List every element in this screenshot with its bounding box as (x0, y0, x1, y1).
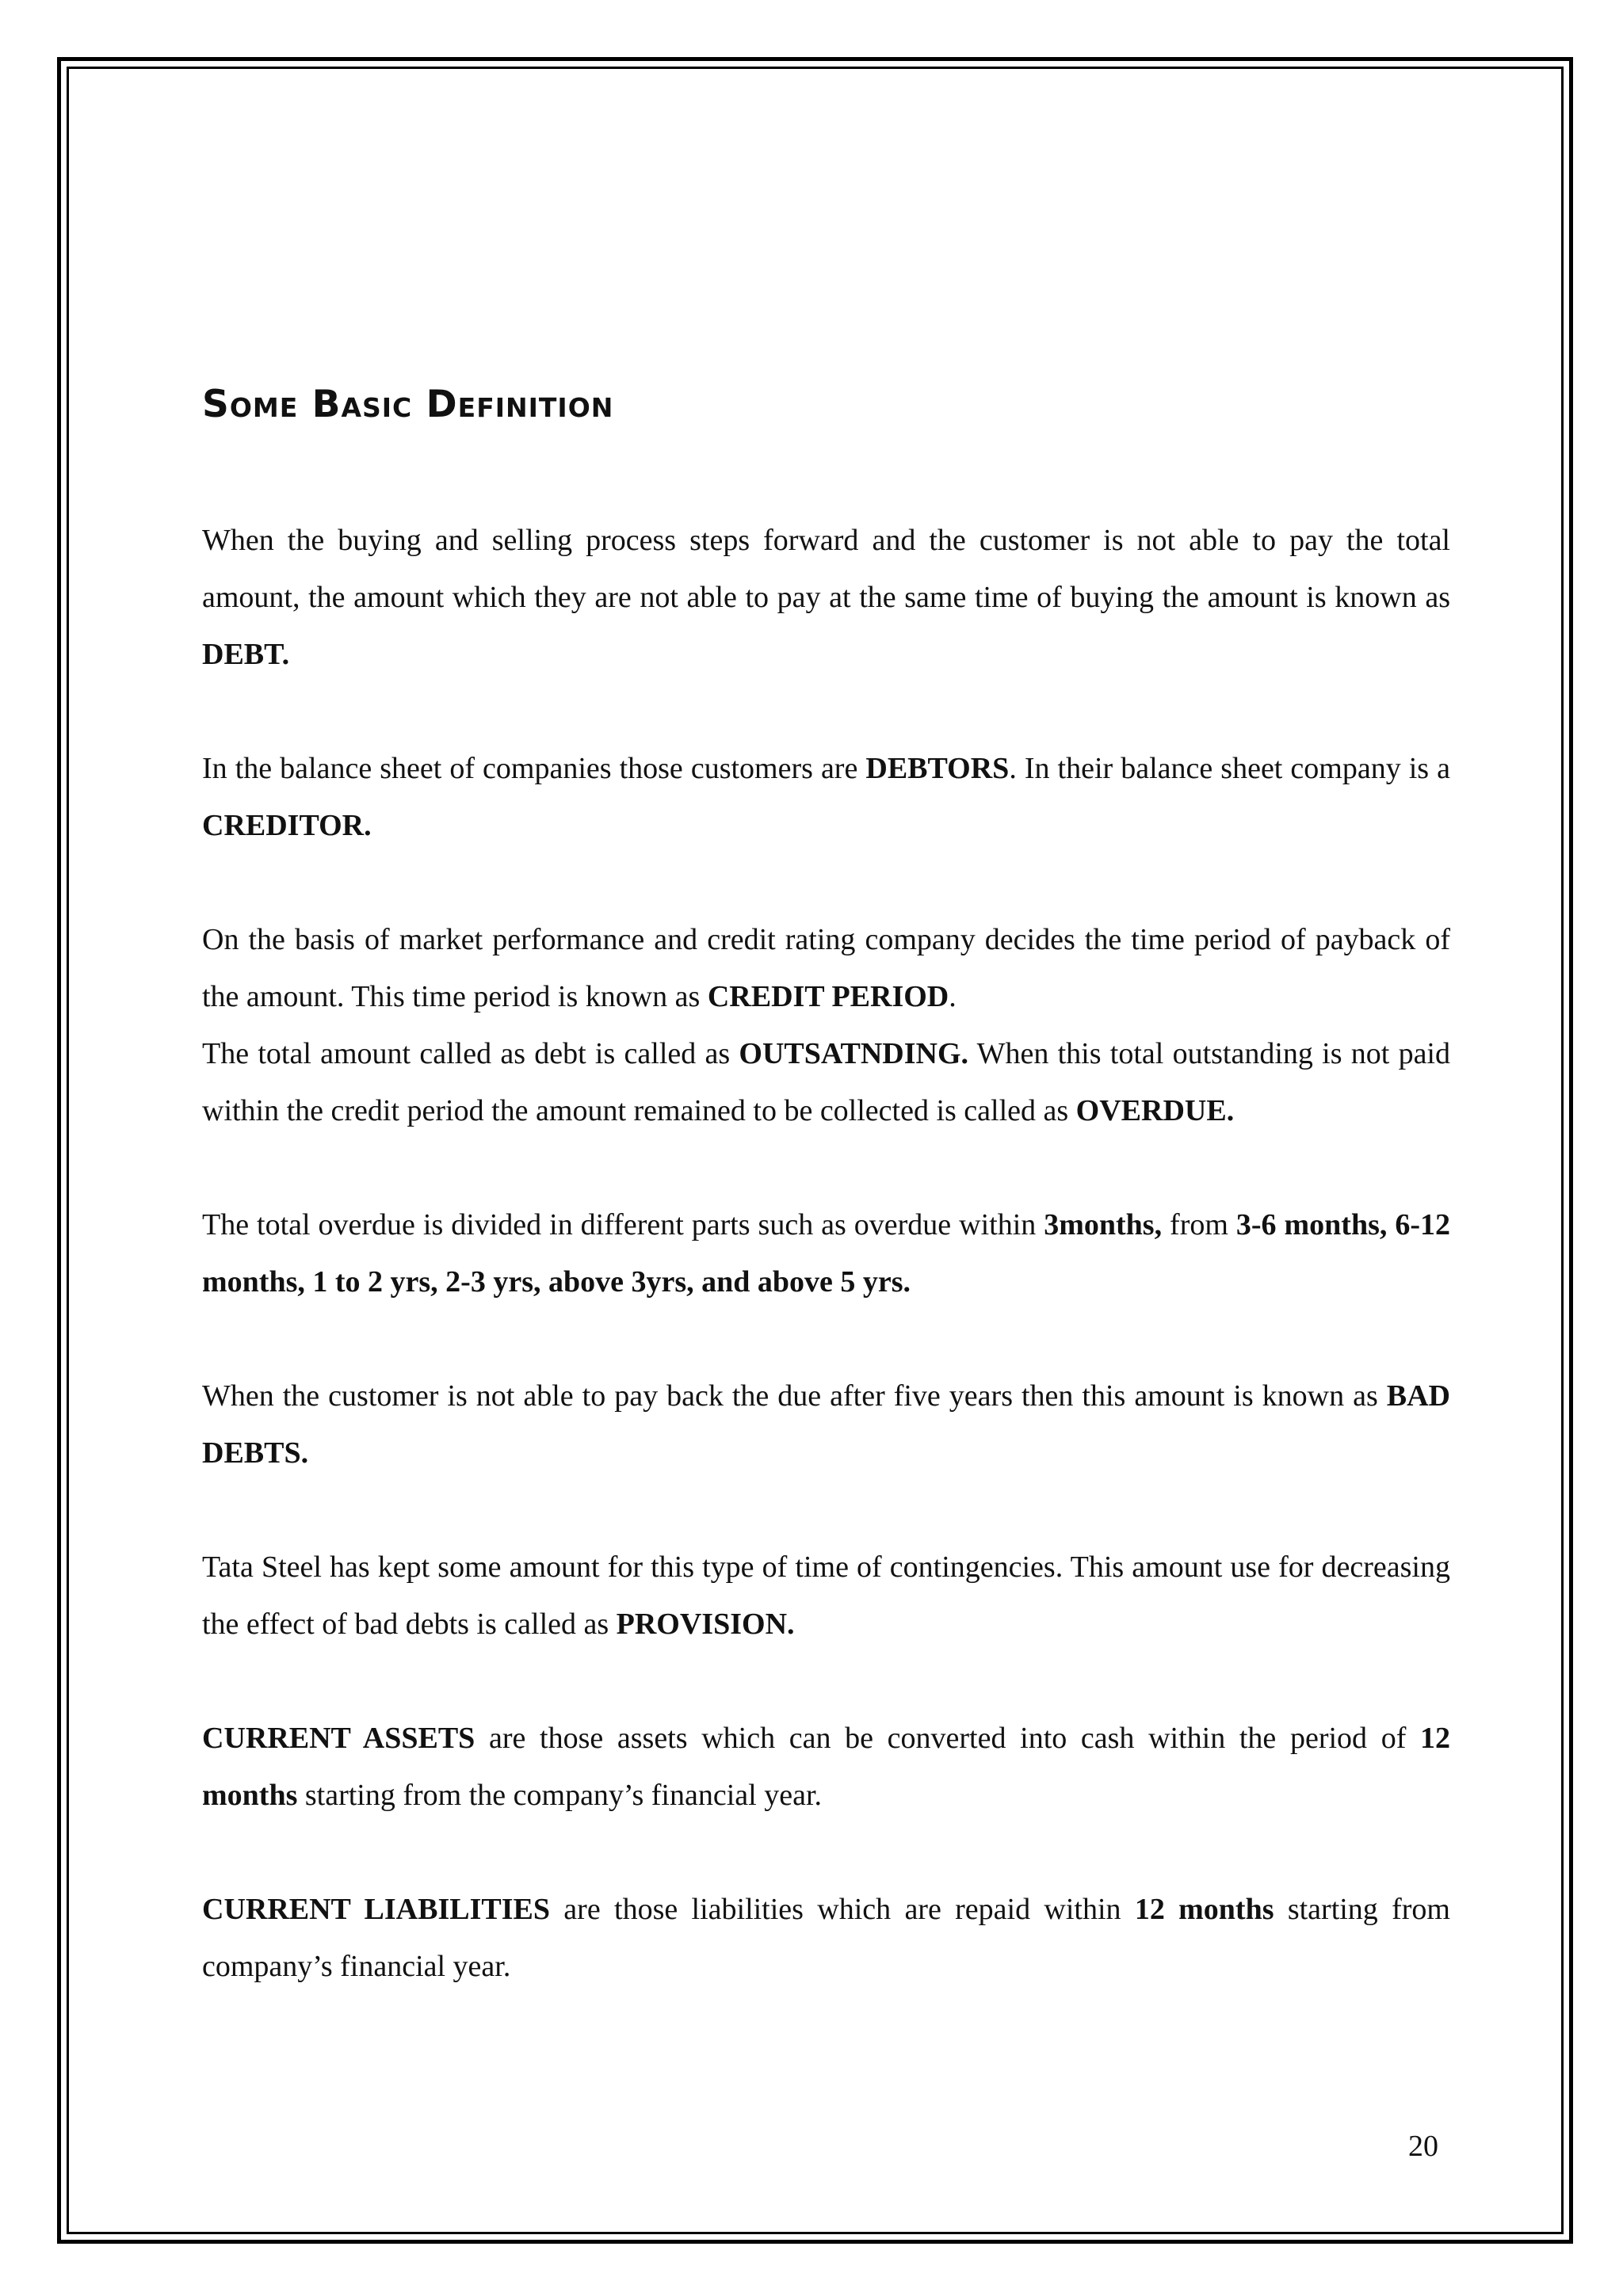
paragraph-provision (202, 1539, 1450, 1653)
term-current-liabilities: CURRENT LIABILITIES (202, 1893, 550, 1926)
document-body (202, 512, 1450, 2052)
paragraph-text: are those assets which can be converted into cash within the period of (475, 1722, 1421, 1755)
term-current-assets: CURRENT ASSETS (202, 1722, 475, 1755)
page-heading: Some Basic Definition (202, 383, 614, 426)
term-credit-period: CREDIT PERIOD (707, 980, 949, 1013)
paragraph-credit-period (202, 911, 1450, 1025)
term-debtors: DEBTORS (865, 752, 1010, 785)
paragraph-text: On the basis of market performance and credit rating company decides the time period of payback of the amount. This time period is known as (202, 923, 1450, 1013)
paragraph-outstanding (202, 1025, 1450, 1139)
term-bad-debts: BAD DEBTS. (202, 1379, 1450, 1470)
paragraph-text: When the customer is not able to pay back the due after five years then this amount is known as (202, 1379, 1387, 1413)
term-12-months: 12 months (202, 1722, 1451, 1812)
paragraph-text: starting from company’s financial year. (202, 1893, 1450, 1983)
term-overdue-ranges: 3-6 months, 6-12 months, 1 to 2 yrs, 2-3 yrs, above 3yrs, and above 5 yrs. (202, 1208, 1450, 1299)
paragraph-text: The total amount called as debt is called as (202, 1037, 739, 1070)
paragraph-text: When the buying and selling process steps forward and the customer is not able to pay the total amount, the amount which they are not able to pay at the same time of buying the amount is known as (202, 524, 1450, 614)
paragraph-text: . (949, 980, 957, 1013)
term-creditor: CREDITOR. (202, 809, 372, 842)
paragraph-current-liabilities (202, 1881, 1450, 1995)
paragraph-text: from (1162, 1208, 1236, 1241)
term-12-months: 12 months (1134, 1893, 1274, 1926)
paragraph-text: starting from the company’s financial year. (297, 1779, 822, 1812)
page-number: 20 (1408, 2130, 1438, 2163)
paragraph-text: In the balance sheet of companies those customers are (202, 752, 866, 785)
paragraph-text: The total overdue is divided in different parts such as overdue within (202, 1208, 1044, 1241)
term-overdue: OVERDUE. (1075, 1094, 1235, 1127)
paragraph-debtors (202, 740, 1450, 854)
paragraph-current-assets (202, 1710, 1450, 1824)
paragraph-text: are those liabilities which are repaid within (550, 1893, 1135, 1926)
paragraph-text: When this total outstanding is not paid within the credit period the amount remained to be collected is called as (202, 1037, 1450, 1127)
paragraph-overdue-parts (202, 1196, 1450, 1310)
paragraph-text: Tata Steel has kept some amount for this type of time of contingencies. This amount use for decreasing the effect of bad debts is called as (202, 1550, 1450, 1641)
paragraph-debt (202, 512, 1450, 683)
term-outstanding: OUTSATNDING. (739, 1037, 969, 1070)
term-3months: 3months, (1044, 1208, 1163, 1241)
paragraph-text: . In their balance sheet company is a (1009, 752, 1450, 785)
paragraph-bad-debts (202, 1367, 1450, 1482)
term-provision: PROVISION. (616, 1608, 795, 1641)
term-debt: DEBT. (202, 638, 290, 671)
